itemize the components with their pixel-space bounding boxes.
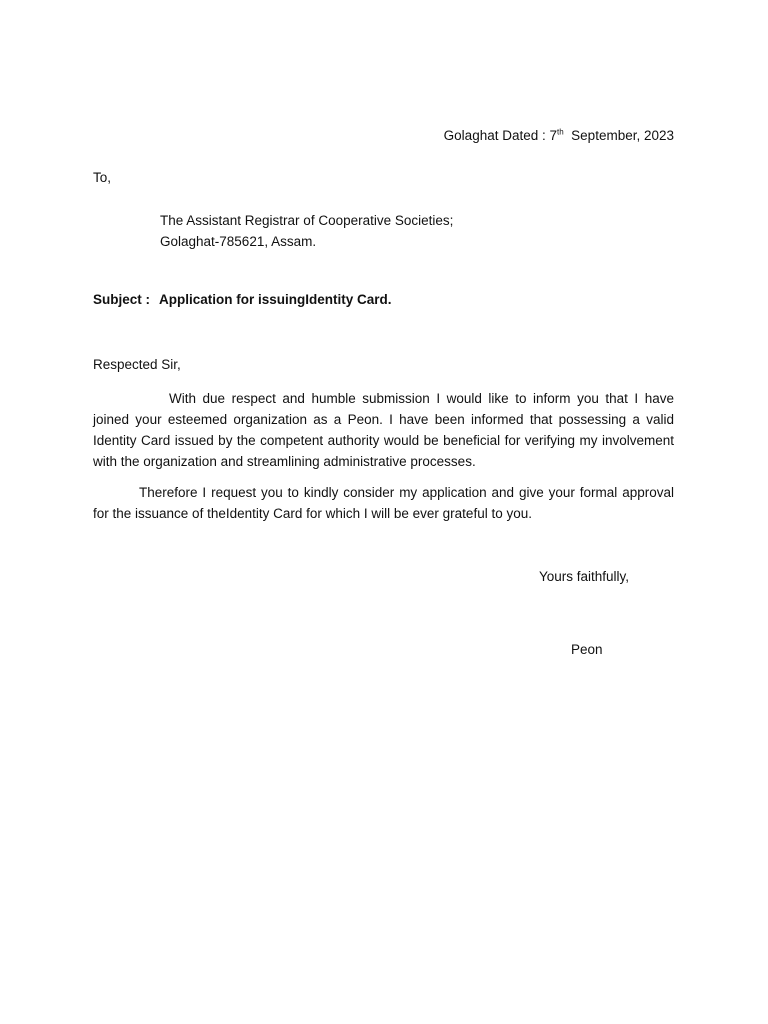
- recipient-to: To,: [93, 170, 112, 185]
- body-paragraph-1: With due respect and humble submission I would like to inform you that I have joined your esteemed organization as a Peon. I have been informed that possessing a valid Identity Card issued by the competent authority would be beneficial for verifying my involvement with the organization and streamlining administrative processes.: [93, 391, 674, 469]
- address-line-1: The Assistant Registrar of Cooperative Societies;: [160, 213, 454, 228]
- signature-name: Peon: [571, 642, 603, 657]
- date-rest: September, 2023: [563, 128, 674, 143]
- closing: Yours faithfully,: [539, 569, 630, 584]
- subject-line: [93, 292, 392, 307]
- body-paragraph-2: Therefore I request you to kindly consider my application and give your formal approval for the issuance of theIdentity Card for which I will be ever grateful to you.: [93, 485, 674, 521]
- subject-text: Application for issuingIdentity Card.: [159, 292, 392, 307]
- address-line-2: Golaghat-785621, Assam.: [160, 234, 317, 249]
- recipient-address: [160, 210, 453, 252]
- date-prefix: Golaghat Dated : 7: [443, 128, 557, 143]
- salutation: Respected Sir,: [93, 357, 181, 372]
- subject-label: Subject :: [93, 292, 151, 307]
- letter-date: [444, 128, 674, 143]
- date-ordinal-suffix: th: [557, 127, 564, 137]
